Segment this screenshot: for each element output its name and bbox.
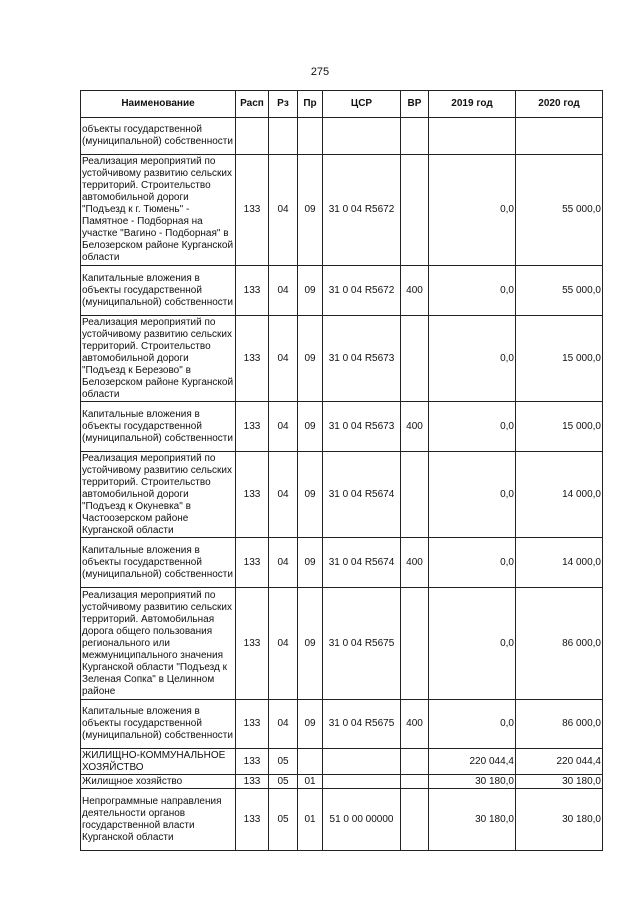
table-row: [81, 452, 603, 538]
row-rz: 04: [269, 316, 298, 402]
row-rasp: 133: [236, 789, 269, 851]
row-vr: [401, 775, 429, 789]
table-row: [81, 588, 603, 700]
row-csr: 31 0 04 R5673: [323, 316, 401, 402]
row-vr: [401, 789, 429, 851]
row-2020: 220 044,4: [516, 749, 603, 775]
row-rz: [269, 118, 298, 155]
row-pr: 09: [298, 538, 323, 588]
row-pr: [298, 118, 323, 155]
row-rasp: 133: [236, 402, 269, 452]
row-name: Капитальные вложения в объекты государственной (муниципальной) собственности: [81, 402, 236, 452]
row-csr: 31 0 04 R5673: [323, 402, 401, 452]
row-vr: [401, 749, 429, 775]
row-name: Капитальные вложения в объекты государственной (муниципальной) собственности: [81, 538, 236, 588]
row-name: ЖИЛИЩНО-КОММУНАЛЬНОЕ ХОЗЯЙСТВО: [81, 749, 236, 775]
table-row: [81, 155, 603, 266]
header-rasp: Расп: [236, 91, 269, 118]
row-csr: 51 0 00 00000: [323, 789, 401, 851]
row-rasp: 133: [236, 749, 269, 775]
row-2020: 14 000,0: [516, 538, 603, 588]
header-2019: 2019 год: [429, 91, 516, 118]
table-row: [81, 118, 603, 155]
row-rasp: 133: [236, 775, 269, 789]
row-rz: 04: [269, 700, 298, 749]
row-rz: 04: [269, 266, 298, 316]
row-2020: 55 000,0: [516, 266, 603, 316]
row-pr: 09: [298, 452, 323, 538]
table-row: [81, 700, 603, 749]
row-2020: 30 180,0: [516, 789, 603, 851]
row-rasp: 133: [236, 266, 269, 316]
table-row: [81, 789, 603, 851]
page-number: 275: [310, 66, 330, 78]
header-2020: 2020 год: [516, 91, 603, 118]
row-csr: [323, 118, 401, 155]
header-csr: ЦСР: [323, 91, 401, 118]
row-2019: 220 044,4: [429, 749, 516, 775]
table-row: [81, 749, 603, 775]
row-pr: 01: [298, 775, 323, 789]
row-csr: 31 0 04 R5675: [323, 700, 401, 749]
row-rasp: 133: [236, 155, 269, 266]
row-2020: 86 000,0: [516, 700, 603, 749]
row-rz: 04: [269, 452, 298, 538]
table-row: [81, 402, 603, 452]
row-2019: 0,0: [429, 402, 516, 452]
row-2020: 30 180,0: [516, 775, 603, 789]
row-name: Реализация мероприятий по устойчивому развитию сельских территорий. Строительство автомобильной дороги "Подъезд к Окуневка" в Частоозерском районе Курганской области: [81, 452, 236, 538]
row-name: Капитальные вложения в объекты государственной (муниципальной) собственности: [81, 700, 236, 749]
row-name: Реализация мероприятий по устойчивому развитию сельских территорий. Автомобильная дорога общего пользования регионального или межмуниципального значения Курганской области "Подъезд к Зеленая Сопка" в Целинном районе: [81, 588, 236, 700]
row-2019: 0,0: [429, 452, 516, 538]
row-rz: 04: [269, 588, 298, 700]
row-2019: 0,0: [429, 316, 516, 402]
row-rz: 05: [269, 789, 298, 851]
row-rz: 05: [269, 749, 298, 775]
row-pr: 09: [298, 700, 323, 749]
row-2019: 30 180,0: [429, 789, 516, 851]
row-pr: 09: [298, 402, 323, 452]
row-name: Капитальные вложения в объекты государственной (муниципальной) собственности: [81, 266, 236, 316]
row-vr: [401, 118, 429, 155]
row-name: Жилищное хозяйство: [81, 775, 236, 789]
row-2019: 0,0: [429, 700, 516, 749]
row-2019: 0,0: [429, 538, 516, 588]
row-vr: [401, 155, 429, 266]
row-name: Реализация мероприятий по устойчивому развитию сельских территорий. Строительство автомобильной дороги "Подъезд к г. Тюмень" - Памятное - Подборная на участке "Вагино - Подборная" в Белозерском районе Курганской области: [81, 155, 236, 266]
row-vr: [401, 452, 429, 538]
row-name: Непрограммные направления деятельности органов государственной власти Курганской области: [81, 789, 236, 851]
row-vr: 400: [401, 266, 429, 316]
row-2019: 0,0: [429, 588, 516, 700]
row-csr: 31 0 04 R5674: [323, 538, 401, 588]
budget-table: [80, 90, 603, 851]
header-name: Наименование: [81, 91, 236, 118]
row-pr: 09: [298, 588, 323, 700]
header-rz: Рз: [269, 91, 298, 118]
row-vr: 400: [401, 538, 429, 588]
row-pr: [298, 749, 323, 775]
row-csr: 31 0 04 R5674: [323, 452, 401, 538]
row-rasp: 133: [236, 588, 269, 700]
table-row: [81, 266, 603, 316]
row-csr: 31 0 04 R5672: [323, 266, 401, 316]
row-rasp: [236, 118, 269, 155]
table-header-row: [81, 91, 603, 118]
row-csr: 31 0 04 R5672: [323, 155, 401, 266]
row-rz: 04: [269, 402, 298, 452]
row-2019: 0,0: [429, 155, 516, 266]
row-rz: 04: [269, 538, 298, 588]
row-2020: 55 000,0: [516, 155, 603, 266]
row-2020: 15 000,0: [516, 402, 603, 452]
header-pr: Пр: [298, 91, 323, 118]
row-pr: 09: [298, 266, 323, 316]
row-2020: 86 000,0: [516, 588, 603, 700]
row-rasp: 133: [236, 538, 269, 588]
row-name: Реализация мероприятий по устойчивому развитию сельских территорий. Строительство автомобильной дороги "Подъезд к Березово" в Белозерском районе Курганской области: [81, 316, 236, 402]
table-row: [81, 316, 603, 402]
row-2019: [429, 118, 516, 155]
row-rasp: 133: [236, 316, 269, 402]
row-rasp: 133: [236, 452, 269, 538]
row-rz: 05: [269, 775, 298, 789]
row-name: объекты государственной (муниципальной) собственности: [81, 118, 236, 155]
row-pr: 01: [298, 789, 323, 851]
row-csr: [323, 775, 401, 789]
row-pr: 09: [298, 155, 323, 266]
row-csr: [323, 749, 401, 775]
row-vr: [401, 588, 429, 700]
row-2020: [516, 118, 603, 155]
row-2019: 0,0: [429, 266, 516, 316]
row-rasp: 133: [236, 700, 269, 749]
row-2019: 30 180,0: [429, 775, 516, 789]
row-pr: 09: [298, 316, 323, 402]
header-vr: ВР: [401, 91, 429, 118]
row-vr: [401, 316, 429, 402]
table-row: [81, 538, 603, 588]
row-vr: 400: [401, 402, 429, 452]
row-2020: 14 000,0: [516, 452, 603, 538]
row-rz: 04: [269, 155, 298, 266]
row-2020: 15 000,0: [516, 316, 603, 402]
row-vr: 400: [401, 700, 429, 749]
row-csr: 31 0 04 R5675: [323, 588, 401, 700]
table-row: [81, 775, 603, 789]
